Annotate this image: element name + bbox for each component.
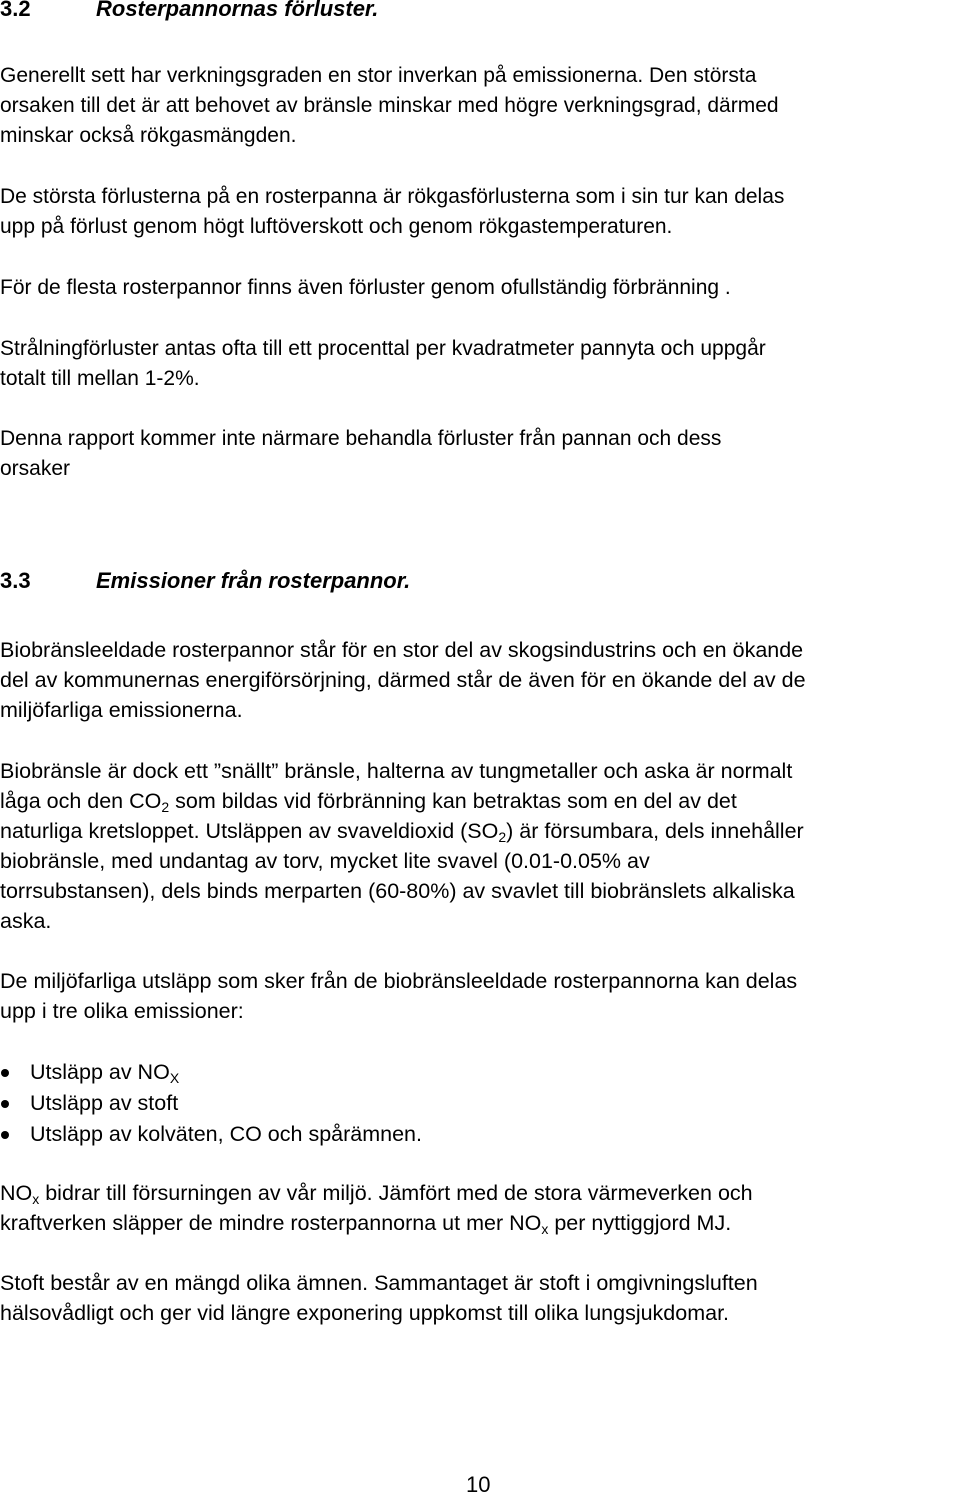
paragraph-radiation-losses <box>0 334 960 394</box>
text-fragment: NO <box>0 1181 33 1205</box>
section-heading-3-2 <box>0 0 378 22</box>
paragraph-flue-gas-losses <box>0 182 960 242</box>
text-line: miljöfarliga emissionerna. <box>0 698 243 722</box>
text-line: För de flesta rosterpannor finns även förluster genom ofullständig förbränning . <box>0 276 731 299</box>
emissions-list <box>0 1057 422 1150</box>
paragraph-efficiency <box>0 61 960 151</box>
text-line: torrsubstansen), dels binds merparten (60-80%) av svavlet till biobränslets alkaliska <box>0 879 795 903</box>
subscript: X <box>169 1070 180 1086</box>
paragraph-biofuel-boilers <box>0 635 960 725</box>
text-line <box>0 816 960 846</box>
paragraph-incomplete-combustion <box>0 273 960 303</box>
section-title: Rosterpannornas förluster. <box>96 0 379 21</box>
subscript: 2 <box>498 829 507 845</box>
section-title: Emissioner från rosterpannor. <box>96 568 411 593</box>
text-fragment: ) är försumbara, dels innehåller <box>506 819 804 843</box>
text-fragment: låga och den CO <box>0 789 162 813</box>
text-line: del av kommunernas energiförsörjning, därmed står de även för en ökande del av de <box>0 668 806 692</box>
paragraph-emissions-intro <box>0 966 960 1026</box>
text-line <box>0 1178 960 1208</box>
text-fragment: bidrar till försurningen av vår miljö. Jämfört med de stora värmeverken och <box>39 1181 753 1205</box>
text-line: orsaken till det är att behovet av bränsle minskar med högre verkningsgrad, därmed <box>0 94 779 117</box>
text-line: aska. <box>0 909 52 933</box>
text-line: totalt till mellan 1-2%. <box>0 367 200 390</box>
bullet-icon <box>1 1131 9 1139</box>
paragraph-clean-fuel <box>0 756 960 936</box>
text-line: Strålningförluster antas ofta till ett procenttal per kvadratmeter pannyta och uppgår <box>0 337 766 360</box>
text-fragment: naturliga kretsloppet. Utsläppen av svaveldioxid (SO <box>0 819 499 843</box>
text-line: Stoft består av en mängd olika ämnen. Sammantaget är stoft i omgivningsluften <box>0 1271 758 1295</box>
text-line: Biobränsleeldade rosterpannor står för en stor del av skogsindustrins och en ökande <box>0 638 804 662</box>
list-item <box>0 1088 422 1119</box>
text-line: orsaker <box>0 457 71 480</box>
section-heading-3-3 <box>0 568 410 594</box>
text-line: Biobränsle är dock ett ”snällt” bränsle, halterna av tungmetaller och aska är normalt <box>0 759 793 783</box>
list-item-text: Utsläpp av stoft <box>30 1091 179 1115</box>
text-line: upp på förlust genom högt luftöverskott och genom rökgastemperaturen. <box>0 215 673 238</box>
text-line: biobränsle, med undantag av torv, mycket lite svavel (0.01-0.05% av <box>0 849 650 873</box>
paragraph-nox <box>0 1178 960 1238</box>
text-line: upp i tre olika emissioner: <box>0 999 244 1023</box>
text-line <box>0 786 960 816</box>
text-line: Denna rapport kommer inte närmare behandla förluster från pannan och dess <box>0 427 722 450</box>
text-line: De största förlusterna på en rosterpanna är rökgasförlusterna som i sin tur kan delas <box>0 185 785 208</box>
paragraph-dust <box>0 1268 960 1328</box>
list-item <box>0 1057 422 1088</box>
bullet-icon <box>1 1100 9 1108</box>
text-fragment: som bildas vid förbränning kan betraktas som en del av det <box>169 789 737 813</box>
section-number: 3.3 <box>0 568 31 593</box>
text-line: De miljöfarliga utsläpp som sker från de biobränsleeldade rosterpannorna kan delas <box>0 969 798 993</box>
paragraph-report-scope <box>0 424 960 484</box>
subscript: 2 <box>161 799 170 815</box>
list-item-text: Utsläpp av NO <box>30 1060 170 1084</box>
text-line <box>0 1208 960 1238</box>
list-item-text: Utsläpp av kolväten, CO och spårämnen. <box>30 1122 422 1146</box>
list-item <box>0 1119 422 1150</box>
text-fragment: per nyttiggjord MJ. <box>548 1211 732 1235</box>
text-line: hälsovådligt och ger vid längre exponering uppkomst till olika lungsjukdomar. <box>0 1301 730 1325</box>
page-number: 10 <box>466 1472 491 1497</box>
section-number: 3.2 <box>0 0 31 21</box>
bullet-icon <box>1 1069 9 1077</box>
text-line: minskar också rökgasmängden. <box>0 124 297 147</box>
text-line: Generellt sett har verkningsgraden en stor inverkan på emissionerna. Den största <box>0 64 757 87</box>
subscript: x <box>541 1221 549 1237</box>
subscript: x <box>32 1191 40 1207</box>
text-fragment: kraftverken släpper de mindre rosterpannorna ut mer NO <box>0 1211 542 1235</box>
